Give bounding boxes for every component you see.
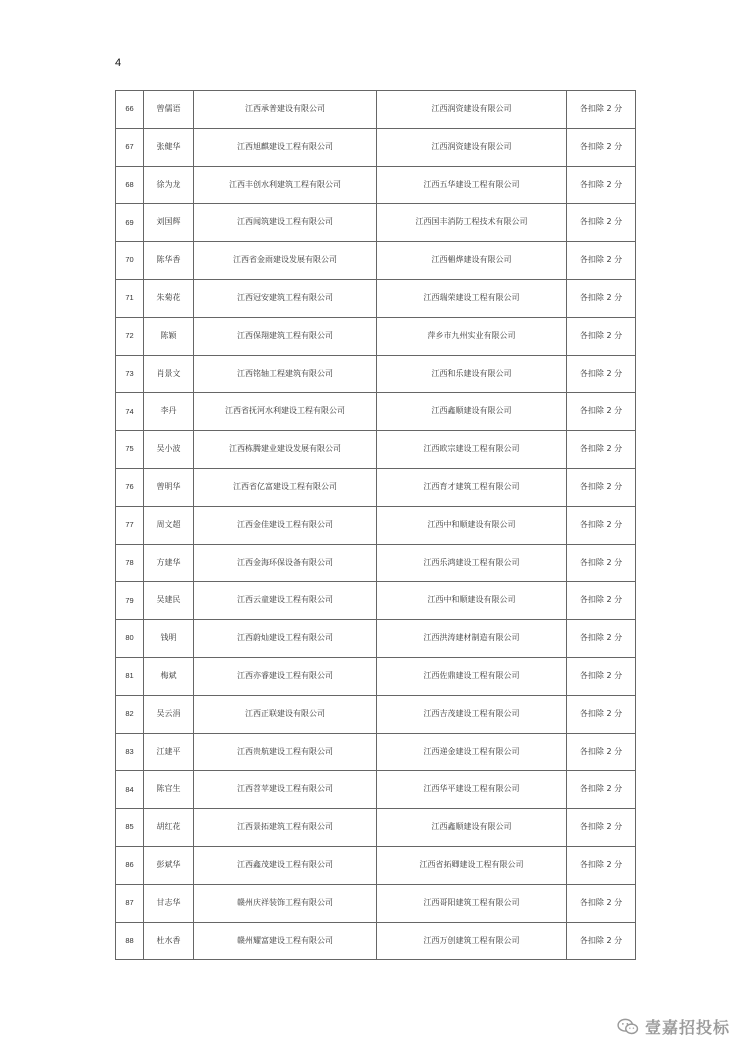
table-row bbox=[116, 620, 636, 658]
company-a-cell: 江西蔚灿建设工程有限公司 bbox=[194, 620, 377, 658]
penalty-table-body bbox=[116, 91, 636, 960]
company-a-cell: 江西亦睿建设工程有限公司 bbox=[194, 657, 377, 695]
row-number-cell: 76 bbox=[116, 468, 144, 506]
company-b-cell: 江西五华建设工程有限公司 bbox=[377, 166, 567, 204]
penalty-text-cell: 各扣除 2 分 bbox=[567, 620, 636, 658]
company-a-cell: 江西正联建设有限公司 bbox=[194, 695, 377, 733]
person-name-cell: 陈颖 bbox=[144, 317, 194, 355]
wechat-icon bbox=[617, 1018, 639, 1036]
penalty-text-cell: 各扣除 2 分 bbox=[567, 355, 636, 393]
person-name-cell: 李丹 bbox=[144, 393, 194, 431]
company-a-cell: 江西金海环保设备有限公司 bbox=[194, 544, 377, 582]
penalty-text-cell: 各扣除 2 分 bbox=[567, 809, 636, 847]
penalty-text-cell: 各扣除 2 分 bbox=[567, 582, 636, 620]
penalty-text-cell: 各扣除 2 分 bbox=[567, 431, 636, 469]
row-number-cell: 70 bbox=[116, 242, 144, 280]
company-b-cell: 江西递金建设工程有限公司 bbox=[377, 733, 567, 771]
penalty-text-cell: 各扣除 2 分 bbox=[567, 91, 636, 129]
company-b-cell: 江西欧宗建设工程有限公司 bbox=[377, 431, 567, 469]
company-a-cell: 江西云童建设工程有限公司 bbox=[194, 582, 377, 620]
penalty-text-cell: 各扣除 2 分 bbox=[567, 544, 636, 582]
table-row bbox=[116, 393, 636, 431]
row-number-cell: 88 bbox=[116, 922, 144, 960]
table-row bbox=[116, 809, 636, 847]
penalty-text-cell: 各扣除 2 分 bbox=[567, 695, 636, 733]
row-number-cell: 67 bbox=[116, 128, 144, 166]
company-a-cell: 江西景拓建筑工程有限公司 bbox=[194, 809, 377, 847]
company-a-cell: 江西苕苹建设工程有限公司 bbox=[194, 771, 377, 809]
person-name-cell: 朱菊花 bbox=[144, 279, 194, 317]
company-a-cell: 江西贵航建设工程有限公司 bbox=[194, 733, 377, 771]
person-name-cell: 吴建民 bbox=[144, 582, 194, 620]
person-name-cell: 江建平 bbox=[144, 733, 194, 771]
table-row bbox=[116, 846, 636, 884]
person-name-cell: 方建华 bbox=[144, 544, 194, 582]
table-row bbox=[116, 468, 636, 506]
person-name-cell: 甘志华 bbox=[144, 884, 194, 922]
table-row bbox=[116, 242, 636, 280]
person-name-cell: 刘国辉 bbox=[144, 204, 194, 242]
company-b-cell: 江西鑫顺建设有限公司 bbox=[377, 393, 567, 431]
person-name-cell: 吴云涓 bbox=[144, 695, 194, 733]
watermark-text: 壹嘉招投标 bbox=[644, 1018, 730, 1037]
row-number-cell: 75 bbox=[116, 431, 144, 469]
table-row bbox=[116, 544, 636, 582]
company-b-cell: 江西佐鼎建设工程有限公司 bbox=[377, 657, 567, 695]
penalty-text-cell: 各扣除 2 分 bbox=[567, 279, 636, 317]
person-name-cell: 彭斌华 bbox=[144, 846, 194, 884]
table-row bbox=[116, 695, 636, 733]
watermark bbox=[617, 1015, 730, 1038]
company-b-cell: 江西鑫顺建设有限公司 bbox=[377, 809, 567, 847]
row-number-cell: 74 bbox=[116, 393, 144, 431]
person-name-cell: 陈华香 bbox=[144, 242, 194, 280]
penalty-text-cell: 各扣除 2 分 bbox=[567, 468, 636, 506]
company-a-cell: 江西丰创水利建筑工程有限公司 bbox=[194, 166, 377, 204]
penalty-text-cell: 各扣除 2 分 bbox=[567, 657, 636, 695]
company-b-cell: 江西中和顺建设有限公司 bbox=[377, 582, 567, 620]
company-a-cell: 江西承普建设有限公司 bbox=[194, 91, 377, 129]
table-row bbox=[116, 582, 636, 620]
row-number-cell: 84 bbox=[116, 771, 144, 809]
row-number-cell: 66 bbox=[116, 91, 144, 129]
table-row bbox=[116, 355, 636, 393]
company-a-cell: 赣州庆祥装饰工程有限公司 bbox=[194, 884, 377, 922]
table-row bbox=[116, 771, 636, 809]
person-name-cell: 胡红花 bbox=[144, 809, 194, 847]
company-a-cell: 江西旭麒建设工程有限公司 bbox=[194, 128, 377, 166]
table-row bbox=[116, 317, 636, 355]
company-a-cell: 江西冠安建筑工程有限公司 bbox=[194, 279, 377, 317]
person-name-cell: 徐为龙 bbox=[144, 166, 194, 204]
penalty-text-cell: 各扣除 2 分 bbox=[567, 317, 636, 355]
penalty-text-cell: 各扣除 2 分 bbox=[567, 771, 636, 809]
company-b-cell: 江西吉茂建设工程有限公司 bbox=[377, 695, 567, 733]
row-number-cell: 72 bbox=[116, 317, 144, 355]
person-name-cell: 肖景文 bbox=[144, 355, 194, 393]
company-a-cell: 江西栋腾建业建设发展有限公司 bbox=[194, 431, 377, 469]
company-a-cell: 江西省抚河水利建设工程有限公司 bbox=[194, 393, 377, 431]
page-number: 4 bbox=[115, 57, 122, 69]
table-row bbox=[116, 431, 636, 469]
person-name-cell: 杜水香 bbox=[144, 922, 194, 960]
table-row bbox=[116, 506, 636, 544]
company-b-cell: 江西瑞荣建设工程有限公司 bbox=[377, 279, 567, 317]
row-number-cell: 86 bbox=[116, 846, 144, 884]
penalty-text-cell: 各扣除 2 分 bbox=[567, 884, 636, 922]
penalty-text-cell: 各扣除 2 分 bbox=[567, 166, 636, 204]
company-b-cell: 江西国丰消防工程技术有限公司 bbox=[377, 204, 567, 242]
company-b-cell: 江西乐鸿建设工程有限公司 bbox=[377, 544, 567, 582]
row-number-cell: 80 bbox=[116, 620, 144, 658]
person-name-cell: 梅斌 bbox=[144, 657, 194, 695]
penalty-text-cell: 各扣除 2 分 bbox=[567, 128, 636, 166]
table-row bbox=[116, 166, 636, 204]
person-name-cell: 张健华 bbox=[144, 128, 194, 166]
table-row bbox=[116, 204, 636, 242]
person-name-cell: 曾明华 bbox=[144, 468, 194, 506]
company-b-cell: 江西育才建筑工程有限公司 bbox=[377, 468, 567, 506]
person-name-cell: 钱明 bbox=[144, 620, 194, 658]
row-number-cell: 79 bbox=[116, 582, 144, 620]
table-row bbox=[116, 128, 636, 166]
row-number-cell: 85 bbox=[116, 809, 144, 847]
company-b-cell: 江西润资建设有限公司 bbox=[377, 91, 567, 129]
row-number-cell: 87 bbox=[116, 884, 144, 922]
row-number-cell: 69 bbox=[116, 204, 144, 242]
penalty-text-cell: 各扣除 2 分 bbox=[567, 922, 636, 960]
row-number-cell: 73 bbox=[116, 355, 144, 393]
company-a-cell: 江西省金雨建设发展有限公司 bbox=[194, 242, 377, 280]
company-a-cell: 江西保翔建筑工程有限公司 bbox=[194, 317, 377, 355]
company-a-cell: 江西金佳建设工程有限公司 bbox=[194, 506, 377, 544]
company-a-cell: 江西鑫茂建设工程有限公司 bbox=[194, 846, 377, 884]
table-row bbox=[116, 733, 636, 771]
company-b-cell: 江西省拓卿建设工程有限公司 bbox=[377, 846, 567, 884]
penalty-text-cell: 各扣除 2 分 bbox=[567, 506, 636, 544]
company-a-cell: 赣州耀富建设工程有限公司 bbox=[194, 922, 377, 960]
person-name-cell: 周文超 bbox=[144, 506, 194, 544]
penalty-text-cell: 各扣除 2 分 bbox=[567, 242, 636, 280]
company-b-cell: 江西中和顺建设有限公司 bbox=[377, 506, 567, 544]
company-b-cell: 江西和乐建设有限公司 bbox=[377, 355, 567, 393]
row-number-cell: 82 bbox=[116, 695, 144, 733]
row-number-cell: 81 bbox=[116, 657, 144, 695]
table-row bbox=[116, 91, 636, 129]
row-number-cell: 83 bbox=[116, 733, 144, 771]
row-number-cell: 71 bbox=[116, 279, 144, 317]
table-row bbox=[116, 922, 636, 960]
row-number-cell: 77 bbox=[116, 506, 144, 544]
penalty-table bbox=[115, 90, 636, 960]
person-name-cell: 曾儒语 bbox=[144, 91, 194, 129]
company-b-cell: 萍乡市九州实业有限公司 bbox=[377, 317, 567, 355]
penalty-text-cell: 各扣除 2 分 bbox=[567, 204, 636, 242]
penalty-text-cell: 各扣除 2 分 bbox=[567, 733, 636, 771]
company-b-cell: 江西万创建筑工程有限公司 bbox=[377, 922, 567, 960]
penalty-text-cell: 各扣除 2 分 bbox=[567, 846, 636, 884]
penalty-text-cell: 各扣除 2 分 bbox=[567, 393, 636, 431]
table-row bbox=[116, 279, 636, 317]
table-row bbox=[116, 657, 636, 695]
row-number-cell: 78 bbox=[116, 544, 144, 582]
company-a-cell: 江西省亿富建设工程有限公司 bbox=[194, 468, 377, 506]
person-name-cell: 吴小波 bbox=[144, 431, 194, 469]
company-b-cell: 江西楣烨建设有限公司 bbox=[377, 242, 567, 280]
company-b-cell: 江西哥阳建筑工程有限公司 bbox=[377, 884, 567, 922]
company-b-cell: 江西洪涛建材制造有限公司 bbox=[377, 620, 567, 658]
person-name-cell: 陈官生 bbox=[144, 771, 194, 809]
company-a-cell: 江西铭轴工程建筑有限公司 bbox=[194, 355, 377, 393]
company-b-cell: 江西华平建设工程有限公司 bbox=[377, 771, 567, 809]
table-row bbox=[116, 884, 636, 922]
company-a-cell: 江西闻筑建设工程有限公司 bbox=[194, 204, 377, 242]
row-number-cell: 68 bbox=[116, 166, 144, 204]
company-b-cell: 江西润资建设有限公司 bbox=[377, 128, 567, 166]
